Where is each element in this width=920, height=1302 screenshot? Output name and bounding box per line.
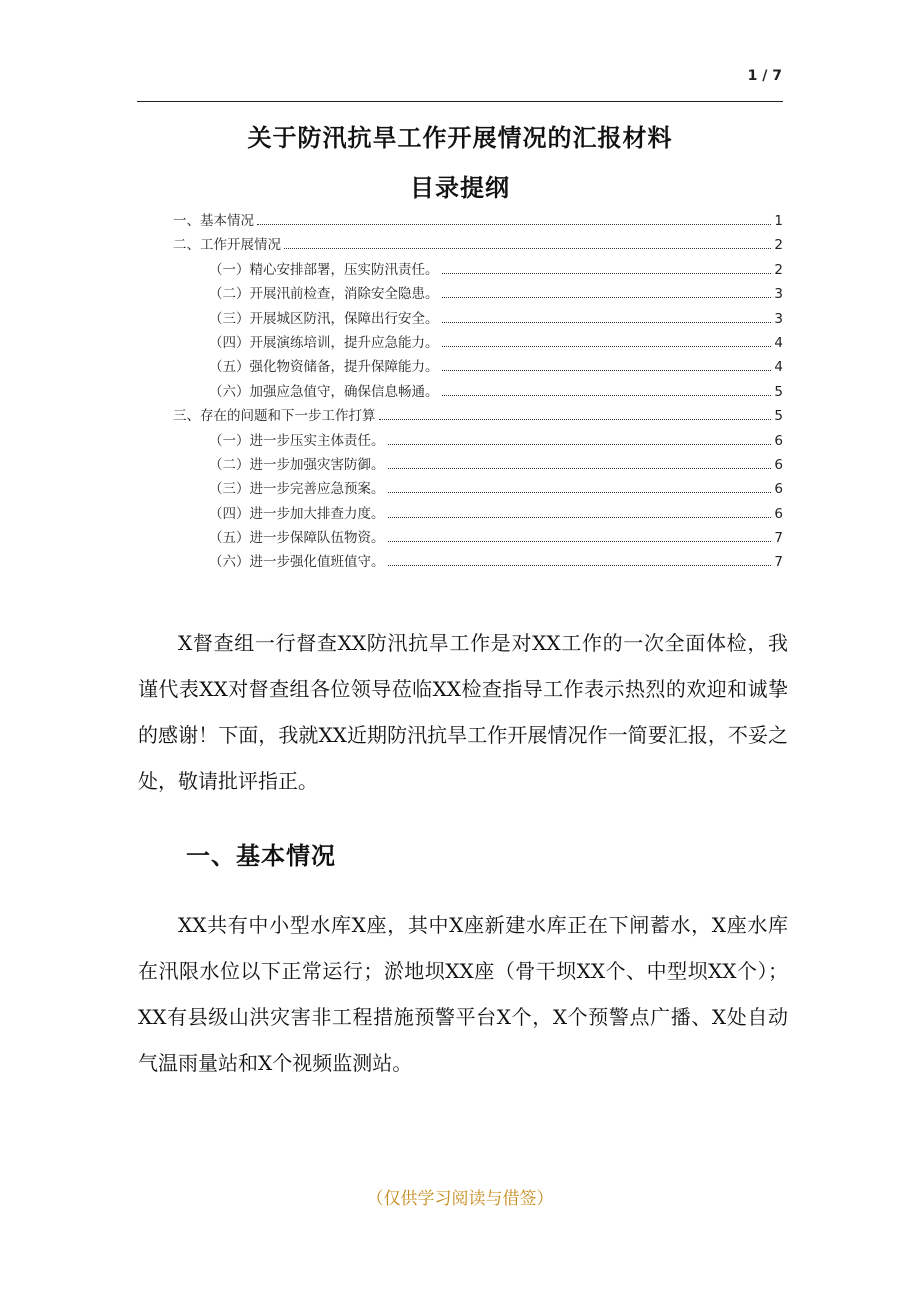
toc-entry-page: 5 [774, 408, 783, 425]
toc-entry-label: （四）进一步加大排查力度。 [209, 505, 385, 522]
toc-entry-page: 6 [774, 456, 783, 473]
toc-entry-page: 7 [774, 530, 783, 547]
toc-dot-leader [388, 517, 772, 518]
toc-entry[interactable] [173, 258, 783, 282]
toc-entry-label: （六）进一步强化值班值守。 [209, 554, 385, 571]
toc-entry-label: （五）强化物资储备，提升保障能力。 [209, 359, 439, 376]
toc-dot-leader [442, 346, 772, 347]
toc-entry-page: 2 [774, 261, 783, 278]
toc-dot-leader [257, 224, 771, 225]
toc-entry[interactable] [173, 404, 783, 428]
toc-entry-label: （三）开展城区防汛，保障出行安全。 [209, 310, 439, 327]
section-paragraph: XX共有中小型水库X座，其中X座新建水库正在下闸蓄水，X座水库在汛限水位以下正常运行；淤地坝XX座（骨干坝XX个、中型坝XX个）；XX有县级山洪灾害非工程措施预警平台X个，X个预警点广播、X处自动气温雨量站和X个视频监测站。 [138, 913, 788, 1075]
toc-dot-leader [388, 444, 772, 445]
toc-dot-leader [442, 322, 772, 323]
footer-note: （仅供学习阅读与借签） [366, 1189, 554, 1209]
toc-entry-page: 5 [774, 383, 783, 400]
page-number: 1 / 7 [747, 68, 782, 84]
toc-entry-label: （一）精心安排部署，压实防汛责任。 [209, 261, 439, 278]
toc-entry[interactable] [173, 429, 783, 453]
toc-dot-leader [442, 297, 772, 298]
toc-entry-page: 6 [774, 481, 783, 498]
document-title: 关于防汛抗旱工作开展情况的汇报材料 [247, 123, 673, 152]
toc-dot-leader [284, 248, 771, 249]
toc-entry-page: 6 [774, 505, 783, 522]
toc-entry-label: （二）进一步加强灾害防御。 [209, 456, 385, 473]
toc-entry-page: 1 [774, 213, 783, 229]
toc-entry-label: （二）开展汛前检查，消除安全隐患。 [209, 286, 439, 303]
toc-entry-label: 二、工作开展情况 [173, 237, 281, 254]
toc-entry-page: 6 [774, 432, 783, 449]
toc-entry-label: 三、存在的问题和下一步工作打算 [173, 408, 376, 425]
toc-entry-page: 4 [774, 359, 783, 376]
toc-dot-leader [388, 492, 772, 493]
toc-dot-leader [442, 395, 772, 396]
toc-entry[interactable] [173, 355, 783, 379]
toc-entry-label: （四）开展演练培训，提升应急能力。 [209, 334, 439, 351]
toc-entry-label: （三）进一步完善应急预案。 [209, 481, 385, 498]
toc-entry-page: 7 [774, 554, 783, 571]
toc-entry-label: （一）进一步压实主体责任。 [209, 432, 385, 449]
toc-entry-label: （六）加强应急值守，确保信息畅通。 [209, 383, 439, 400]
table-of-contents [173, 209, 783, 575]
toc-dot-leader [388, 565, 772, 566]
toc-entry[interactable] [173, 209, 783, 233]
toc-entry-label: 一、基本情况 [173, 213, 254, 229]
toc-entry[interactable] [173, 502, 783, 526]
toc-dot-leader [379, 419, 772, 420]
toc-entry[interactable] [173, 233, 783, 257]
toc-entry-page: 3 [774, 310, 783, 327]
toc-entry[interactable] [173, 453, 783, 477]
toc-dot-leader [442, 370, 772, 371]
toc-dot-leader [442, 273, 772, 274]
toc-entry[interactable] [173, 282, 783, 306]
toc-entry[interactable] [173, 307, 783, 331]
toc-entry[interactable] [173, 331, 783, 355]
header-divider [137, 101, 783, 102]
toc-entry-page: 4 [774, 334, 783, 351]
toc-entry-page: 2 [774, 237, 783, 254]
intro-paragraph: X督查组一行督查XX防汛抗旱工作是对XX工作的一次全面体检，我谨代表XX对督查组各位领导莅临XX检查指导工作表示热烈的欢迎和诚挚的感谢！下面，我就XX近期防汛抗旱工作开展情况作一简要汇报，不妥之处，敬请批评指正。 [138, 631, 788, 793]
toc-entry[interactable] [173, 477, 783, 501]
toc-entry[interactable] [173, 380, 783, 404]
toc-dot-leader [388, 541, 772, 542]
toc-heading: 目录提纲 [410, 173, 510, 202]
section-heading: 一、基本情况 [186, 841, 336, 870]
toc-dot-leader [388, 468, 772, 469]
toc-entry[interactable] [173, 550, 783, 574]
toc-entry-page: 3 [774, 286, 783, 303]
toc-entry[interactable] [173, 526, 783, 550]
toc-entry-label: （五）进一步保障队伍物资。 [209, 530, 385, 547]
